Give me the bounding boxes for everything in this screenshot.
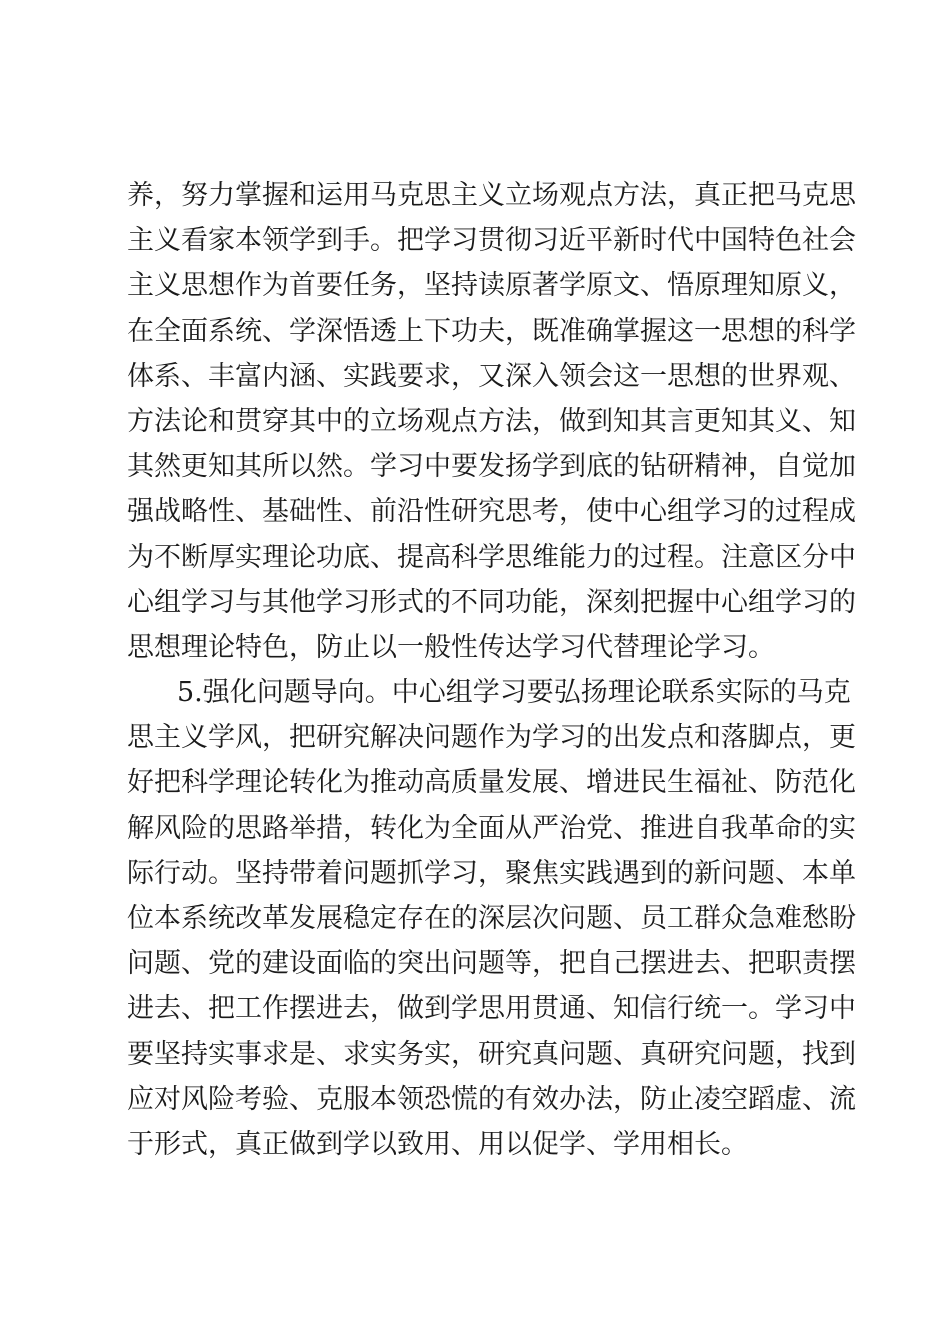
- paragraph-1: [127, 173, 856, 670]
- text-line: 其然更知其所以然。学习中要发扬学到底的钻研精神，自觉加: [127, 451, 856, 483]
- text-line-indented: 5.强化问题导向。中心组学习要弘扬理论联系实际的马克: [177, 677, 851, 709]
- text-line: 应对风险考验、克服本领恐慌的有效办法，防止凌空蹈虚、流: [127, 1083, 856, 1115]
- text-line: 心组学习与其他学习形式的不同功能，深刻把握中心组学习的: [127, 586, 856, 618]
- text-line: 际行动。坚持带着问题抓学习，聚焦实践遇到的新问题、本单: [127, 857, 856, 889]
- text-line: 解风险的思路举措，转化为全面从严治党、推进自我革命的实: [127, 812, 856, 844]
- paragraph-2: [127, 670, 856, 1167]
- text-line: 体系、丰富内涵、实践要求，又深入领会这一思想的世界观、: [127, 360, 856, 392]
- text-line: 思想理论特色，防止以一般性传达学习代替理论学习。: [127, 631, 775, 663]
- text-line: 养，努力掌握和运用马克思主义立场观点方法，真正把马克思: [127, 180, 856, 211]
- text-line: 问题、党的建设面临的突出问题等，把自己摆进去、把职责摆: [127, 948, 856, 980]
- text-line: 于形式，真正做到学以致用、用以促学、学用相长。: [127, 1128, 748, 1160]
- text-line: 强战略性、基础性、前沿性研究思考，使中心组学习的过程成: [127, 496, 856, 528]
- text-line: 要坚持实事求是、求实务实，研究真问题、真研究问题，找到: [127, 1038, 856, 1070]
- text-line: 位本系统改革发展稳定存在的深层次问题、员工群众急难愁盼: [127, 903, 856, 934]
- body-text: [127, 173, 856, 1167]
- text-line: 主义看家本领学到手。把学习贯彻习近平新时代中国特色社会: [127, 225, 856, 257]
- text-line: 在全面系统、学深悟透上下功夫，既准确掌握这一思想的科学: [127, 315, 856, 347]
- text-line: 主义思想作为首要任务，坚持读原著学原文、悟原理知原义，: [127, 270, 856, 302]
- text-line: 进去、把工作摆进去，做到学思用贯通、知信行统一。学习中: [127, 993, 856, 1025]
- text-line: 思主义学风，把研究解决问题作为学习的出发点和落脚点，更: [127, 722, 856, 754]
- text-line: 好把科学理论转化为推动高质量发展、增进民生福祉、防范化: [127, 767, 856, 799]
- text-line: 方法论和贯穿其中的立场观点方法，做到知其言更知其义、知: [127, 405, 856, 437]
- text-line: 为不断厚实理论功底、提高科学思维能力的过程。注意区分中: [127, 541, 856, 573]
